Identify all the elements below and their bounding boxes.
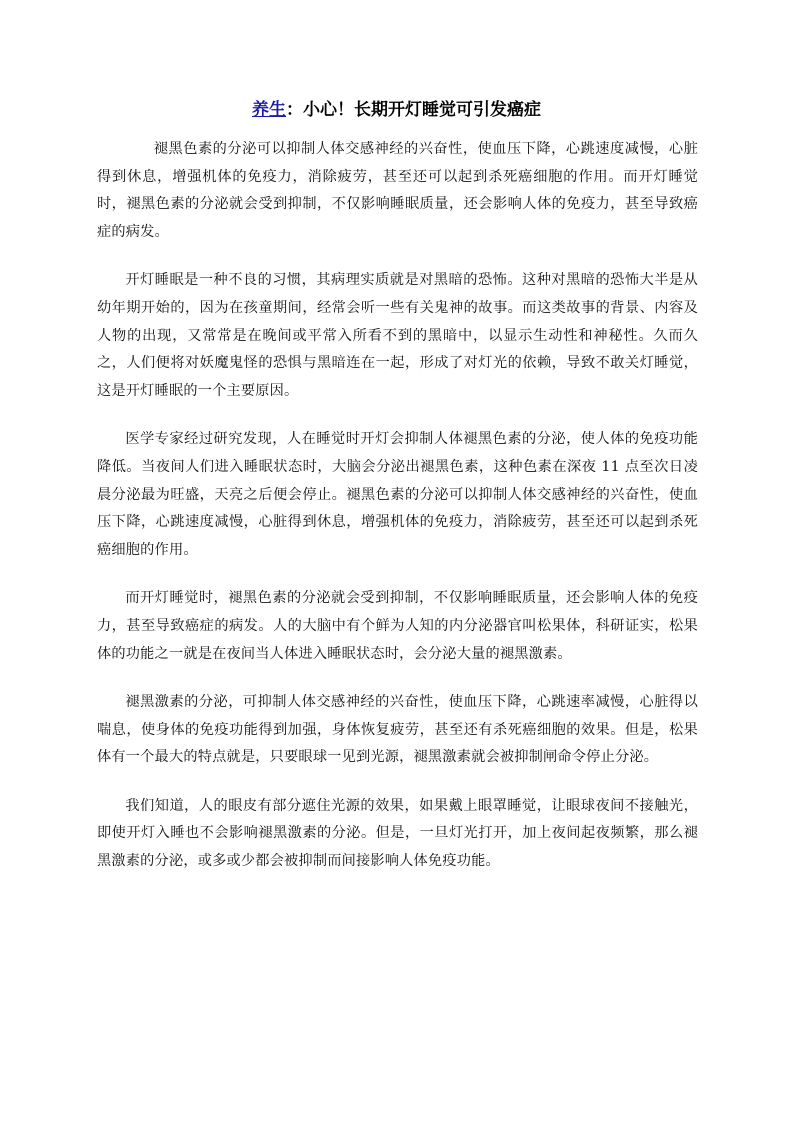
- paragraph-4: 而开灯睡觉时，褪黑色素的分泌就会受到抑制，不仅影响睡眠质量，还会影响人体的免疫力，甚至导致癌症的病发。人的大脑中有个鲜为人知的内分泌器官叫松果体，科研证实，松果体的功能之一就是在夜间当人体进入睡眠状态时，会分泌大量的褪黑激素。: [97, 590, 698, 662]
- paragraph-6: 我们知道，人的眼皮有部分遮住光源的效果，如果戴上眼罩睡觉，让眼球夜间不接触光，即使开灯入睡也不会影响褪黑激素的分泌。但是，一旦灯光打开，加上夜间起夜频繁，那么褪黑激素的分泌，或多或少都会被抑制而间接影响人体免疫功能。: [97, 797, 698, 870]
- page-title: [0, 97, 793, 123]
- title-text: 小心！长期开灯睡觉可引发癌症: [303, 100, 541, 120]
- paragraph-2: 开灯睡眠是一种不良的习惯，其病理实质就是对黑暗的恐怖。这种对黑暗的恐怖大半是从幼年期开始的，因为在孩童期间，经常会听一些有关鬼神的故事。而这类故事的背景、内容及人物的出现，又常常是在晚间或平常入所看不到的黑暗中，以显示生动性和神秘性。久而久之，人们便将对妖魔鬼怪的恐惧与黑暗连在一起，形成了对灯光的依赖，导致不敢关灯睡觉，这是开灯睡眠的一个主要原因。: [97, 272, 698, 399]
- paragraph-1: 褪黑色素的分泌可以抑制人体交感神经的兴奋性，使血压下降，心跳速度减慢，心脏得到休息，增强机体的免疫力，消除疲劳，甚至还可以起到杀死癌细胞的作用。而开灯睡觉时，褪黑色素的分泌就会受到抑制，不仅影响睡眠质量，还会影响人体的免疫力，甚至导致癌症的病发。: [97, 141, 698, 240]
- title-separator: ：: [286, 100, 303, 120]
- paragraph-3: 医学专家经过研究发现，人在睡觉时开灯会抑制人体褪黑色素的分泌，使人体的免疫功能降低。当夜间人们进入睡眠状态时，大脑会分泌出褪黑色素，这种色素在深夜 11 点至次日凌晨分泌最为旺盛，天亮之后便会停止。褪黑色素的分泌可以抑制人体交感神经的兴奋性，使血压下降，心跳速度减慢，心脏得到休息，增强机体的免疫力，消除疲劳，甚至还可以起到杀死癌细胞的作用。: [97, 431, 698, 558]
- title-link-yangsheng[interactable]: 养生: [252, 100, 286, 120]
- article-body: [97, 136, 698, 897]
- paragraph-5: 褪黑激素的分泌，可抑制人体交感神经的兴奋性，使血压下降，心跳速率减慢，心脏得以喘息，使身体的免疫功能得到加强，身体恢复疲劳，甚至还有杀死癌细胞的效果。但是，松果体有一个最大的特点就是，只要眼球一见到光源，褪黑激素就会被抑制闸命令停止分泌。: [97, 694, 698, 766]
